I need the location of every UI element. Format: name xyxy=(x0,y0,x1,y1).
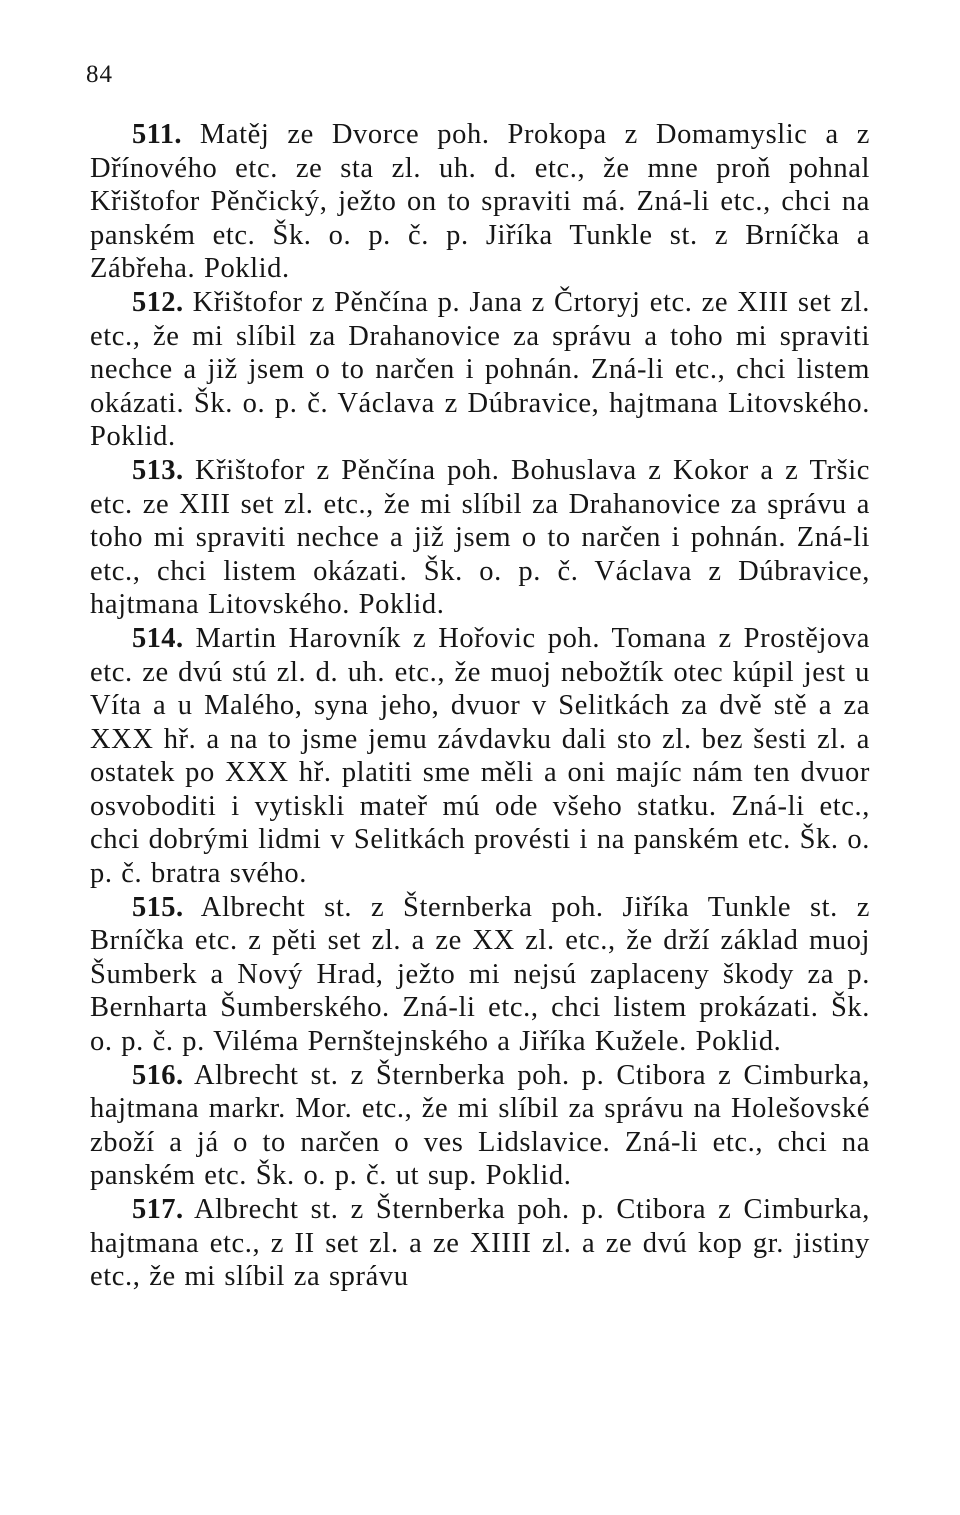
entry-text: Matěj ze Dvorce poh. Prokopa z Domamyslic a z Dřínového etc. ze sta zl. uh. d. etc., že mne proň pohnal Křištofor Pěnčický, ježto on to spraviti má. Zná-li etc., chci na panském etc. Šk. o. p. č. p. Jiříka Tunkle st. z Brníčka a Zábřeha. Poklid. xyxy=(90,119,870,285)
entry-number: 511. xyxy=(132,119,182,150)
entry-text: Martin Harovník z Hořovic poh. Tomana z Prostějova etc. ze dvú stú zl. d. uh. etc., že muoj nebožtík otec kúpil jest u Víta a u Malého, syna jeho, dvuor v Selitkách za dvě stě a za XXX hř. a na to jsme jemu závdavku dali sto zl. bez šesti zl. a ostatek po XXX hř. platiti sme měli a oni majíc nám ten dvuor osvoboditi i vytiskli mateř mú ode všeho statku. Zná-li etc., chci dobrými lidmi v Selitkách provésti i na panském etc. Šk. o. p. č. bratra svého. xyxy=(90,622,870,890)
entry-number: 514. xyxy=(132,622,184,654)
entry-number: 512. xyxy=(132,286,184,318)
entry-text: Albrecht st. z Šternberka poh. p. Ctibora z Cimburka, hajtmana markr. Mor. etc., že mi slíbil za správu na Holešovské zboží a já o to narčen o ves Lidslavice. Zná-li etc., chci na panském etc. Šk. o. p. č. ut sup. Poklid. xyxy=(90,1059,870,1192)
entry-number: 513. xyxy=(132,454,184,486)
entry-number: 517. xyxy=(132,1194,184,1225)
entry-514 xyxy=(90,622,870,891)
entry-513 xyxy=(90,454,870,622)
entry-text: Albrecht st. z Šternberka poh. Jiříka Tunkle st. z Brníčka etc. z pěti set zl. a ze XX zl. etc., že drží základ muoj Šumberk a Nový Hrad, ježto mi nejsú zaplaceny škody za p. Bernharta Šumberského. Zná-li etc., chci listem prokázati. Šk. o. p. č. p. Viléma Pernštejnského a Jiříka Kužele. Poklid. xyxy=(90,891,870,1058)
entry-text: Albrecht st. z Šternberka poh. p. Ctibora z Cimburka, hajtmana etc., z II set zl. a ze XIIII zl. a ze dvú kop gr. jistiny etc., že mi slíbil za správu xyxy=(90,1194,870,1293)
entry-516 xyxy=(90,1059,870,1193)
entry-517 xyxy=(90,1193,870,1294)
entry-number: 515. xyxy=(132,891,184,923)
page-number: 84 xyxy=(86,61,113,88)
entry-text: Křištofor z Pěnčína p. Jana z Črtoryj etc. ze XIII set zl. etc., že mi slíbil za Drahanovice za správu a toho mi spraviti nechce a již jsem o to narčen i pohnán. Zná-li etc., chci listem okázati. Šk. o. p. č. Václava z Dúbravice, hajtmana Litovského. Poklid. xyxy=(90,286,870,453)
entry-515 xyxy=(90,891,870,1059)
entry-text: Křištofor z Pěnčína poh. Bohuslava z Kokor a z Tršic etc. ze XIII set zl. etc., že mi slíbil za Drahanovice za správu a toho mi spraviti nechce a již jsem o to narčen i pohnán. Zná-li etc., chci listem okázati. Šk. o. p. č. Václava z Dúbravice, hajtmana Litovského. Poklid. xyxy=(90,454,870,621)
entries-list xyxy=(90,118,870,1294)
entry-511 xyxy=(90,118,870,286)
entry-512 xyxy=(90,286,870,454)
entry-number: 516. xyxy=(132,1059,184,1091)
